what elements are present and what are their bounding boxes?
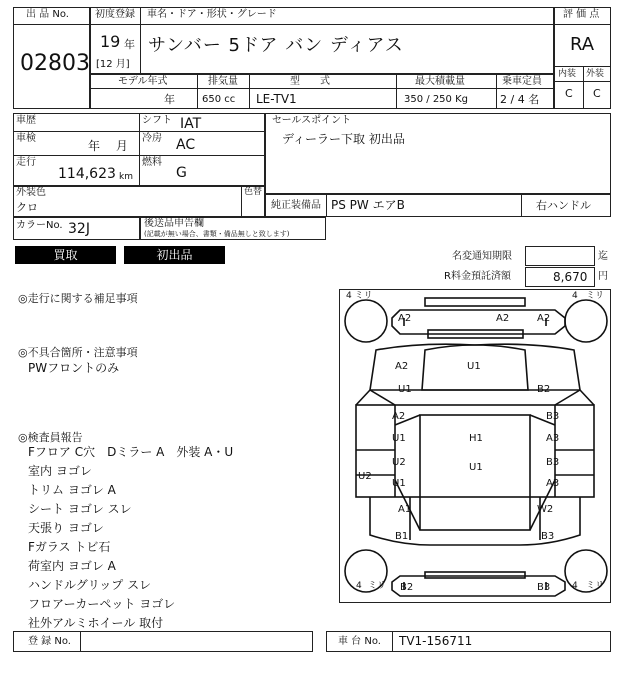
interior-label: 内装 <box>558 69 577 79</box>
chassis-label: 車 台 No. <box>338 636 381 647</box>
year-suffix: 年 <box>124 38 135 51</box>
damage-mark: U2 <box>358 471 372 482</box>
sales-point-label: セールスポイント <box>272 115 352 126</box>
rating-value: RA <box>570 34 595 55</box>
damage-mark: B3 <box>546 457 560 468</box>
damage-mark: B1 <box>395 531 409 542</box>
damage-mark: B3 <box>541 531 555 542</box>
damage-mark: B2 <box>537 384 551 395</box>
inspector-line: ハンドルグリップ スレ <box>28 578 152 592</box>
inspector-line: 社外アルミホイール 取付 <box>28 616 164 630</box>
max-load-value: 350 / 250 Kg <box>404 94 468 105</box>
recycle-unit: 円 <box>598 271 608 282</box>
tire-bl-label: 4 <box>356 581 362 591</box>
ac-label: 冷房 <box>142 133 162 144</box>
damage-mark: U1 <box>398 384 412 395</box>
inspection-label: 車検 <box>16 133 36 144</box>
name-label: 車名・ドア・形状・グレード <box>147 9 277 20</box>
inspector-title: ◎検査員報告 <box>18 431 83 444</box>
first-reg-month: [12 月] <box>96 59 130 70</box>
interior-grade: C <box>565 87 573 100</box>
tire-tl-label: 4 ミリ <box>346 291 373 301</box>
recycle-value: 8,670 <box>553 270 588 284</box>
damage-mark: A3 <box>546 478 560 489</box>
damage-mark: B3 <box>537 582 551 593</box>
exterior-color-value: クロ <box>16 201 38 214</box>
post-report-note: (記載が無い場合、書類・備品無しと致します) <box>144 230 290 238</box>
inspector-line: Fフロア C穴 Dミラー A 外装 A・U <box>28 445 234 459</box>
registration-label: 登 録 No. <box>28 636 71 647</box>
inspection-value: 年 月 <box>88 139 128 153</box>
inspector-line: Fガラス トビ石 <box>28 540 111 554</box>
handle-value: 右ハンドル <box>536 199 591 212</box>
inspector-line: シート ヨゴレ スレ <box>28 502 132 516</box>
rating-label: 評 価 点 <box>563 9 600 20</box>
history-label: 車歴 <box>16 115 36 126</box>
genuine-equipment-value: PS PW エアB <box>331 198 405 212</box>
inspector-line: 天張り ヨゴレ <box>28 521 104 535</box>
lot-number: 02803 <box>20 51 90 76</box>
tire-br-label: 4 <box>572 581 578 591</box>
exterior-color-box <box>13 186 265 217</box>
damage-mark: A2 <box>537 313 551 324</box>
shift-label: シフト <box>142 115 172 126</box>
shift-value: IAT <box>180 116 202 132</box>
inspector-line: トリム ヨゴレ A <box>28 483 116 497</box>
damage-mark: W2 <box>537 504 554 515</box>
mileage-value: 114,623 <box>58 166 116 182</box>
model-year-label: モデル年式 <box>118 76 168 87</box>
transfer-deadline-box <box>525 246 595 266</box>
damage-mark: A2 <box>395 361 409 372</box>
transfer-deadline-label: 名変通知期限 <box>452 251 512 262</box>
damage-mark: A2 <box>398 313 412 324</box>
damage-mark: H1 <box>469 433 483 444</box>
exterior-grade: C <box>593 87 601 100</box>
tire-tr-unit: ミリ <box>586 291 605 301</box>
post-report-label: 後送品申告欄 <box>144 218 204 229</box>
damage-diagram <box>339 289 611 603</box>
inspector-line: フロアーカーペット ヨゴレ <box>28 597 176 611</box>
ac-value: AC <box>176 137 196 153</box>
genuine-equipment-label: 純正装備品 <box>271 200 321 211</box>
driving-title: ◎走行に関する補足事項 <box>18 292 138 305</box>
damage-mark: U2 <box>392 457 406 468</box>
damage-mark: A2 <box>496 313 510 324</box>
exterior-color-label: 外装色 <box>16 187 46 198</box>
car-name: サンバー 5ドア バン ディアス <box>148 35 404 56</box>
chassis-value: TV1-156711 <box>399 634 473 648</box>
damage-mark: A2 <box>392 411 406 422</box>
model-label: 型 式 <box>290 76 330 87</box>
recycle-label: R料金預託済額 <box>444 271 511 282</box>
damage-mark: U1 <box>469 462 483 473</box>
displacement-label: 排気量 <box>208 76 238 87</box>
damage-mark: A1 <box>398 504 412 515</box>
car-outline-svg <box>340 290 610 602</box>
first-reg-year: 19 <box>100 32 121 51</box>
lot-label: 出 品 No. <box>26 9 69 20</box>
mileage-unit: km <box>119 172 133 182</box>
fuel-value: G <box>176 165 187 181</box>
inspector-line: 室内 ヨゴレ <box>28 464 92 478</box>
damage-mark: B3 <box>546 411 560 422</box>
transfer-deadline-suffix: 迄 <box>598 251 608 262</box>
capacity-value: 2 / 4 名 <box>500 93 540 106</box>
exterior-label: 外装 <box>586 69 605 79</box>
damage-mark: B2 <box>400 582 414 593</box>
color-no-value: 32J <box>68 221 90 237</box>
color-change-label: 色替 <box>244 187 263 197</box>
tire-bl-unit: ミリ <box>368 581 387 591</box>
defect-title: ◎不具合箇所・注意事項 <box>18 346 138 359</box>
displacement-value: 650 cc <box>202 94 236 105</box>
damage-mark: U1 <box>392 433 406 444</box>
purchase-tag: 買取 <box>15 246 116 264</box>
tire-br-unit: ミリ <box>586 581 605 591</box>
damage-mark: A3 <box>546 433 560 444</box>
capacity-label: 乗車定員 <box>502 76 542 87</box>
defect-line: PWフロントのみ <box>28 361 120 375</box>
fuel-label: 燃料 <box>142 157 162 168</box>
mileage-label: 走行 <box>16 157 36 168</box>
inspector-line: 荷室内 ヨゴレ A <box>28 559 116 573</box>
first-listing-tag: 初出品 <box>124 246 225 264</box>
model-value: LE-TV1 <box>256 92 297 106</box>
tire-tr-label: 4 <box>572 291 578 301</box>
sales-point-value: ディーラー下取 初出品 <box>282 132 405 146</box>
model-year-value: 年 <box>164 93 175 106</box>
damage-mark: U1 <box>392 478 406 489</box>
damage-mark: U1 <box>467 361 481 372</box>
first-reg-label: 初度登録 <box>95 9 135 20</box>
color-no-label: カラーNo. <box>16 220 63 231</box>
max-load-label: 最大積載量 <box>415 76 465 87</box>
